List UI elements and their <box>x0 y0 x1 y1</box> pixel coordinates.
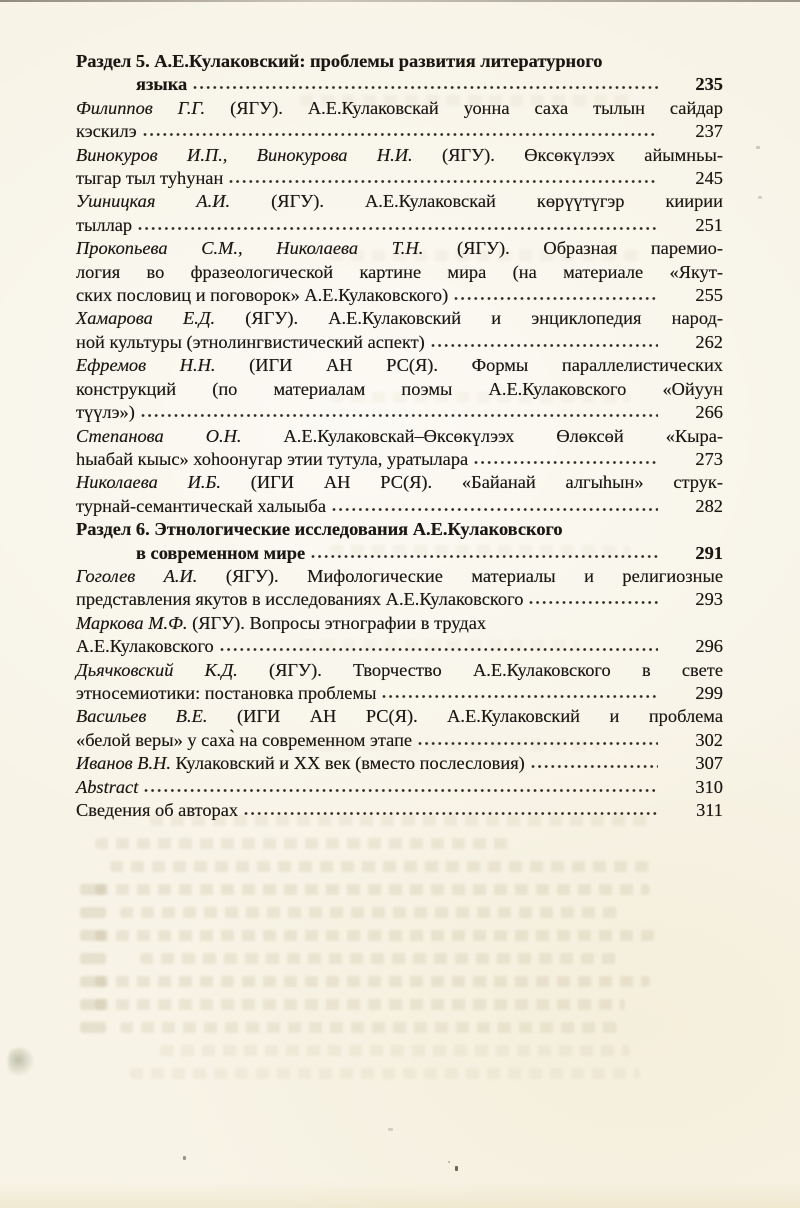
page-number: 282 <box>695 495 723 516</box>
dot-leader <box>311 552 658 559</box>
toc-line-text: һыабай кыыс» хоһоонугар этии тутула, уратылара <box>76 448 469 469</box>
bleedthrough-page-number <box>80 884 106 895</box>
toc-line-text: ной культуры (этнолингвистический аспект) <box>76 331 425 352</box>
paper-speck <box>448 1161 450 1163</box>
toc-line-text: конструкций (по материалам поэмы А.Е.Кулаковского «Ойуун <box>76 378 723 399</box>
page-number: 235 <box>695 74 723 95</box>
paper-smudge <box>8 1048 34 1078</box>
dot-leader <box>418 739 658 746</box>
page-number: 311 <box>696 800 723 820</box>
toc-line <box>76 144 723 167</box>
page-number: 293 <box>695 589 723 610</box>
author-name: Николаева И.Б. <box>76 472 221 493</box>
author-name: Филиппов Г.Г. <box>76 97 206 118</box>
toc-line <box>76 214 723 237</box>
toc-section-heading <box>76 518 723 541</box>
paper-speck <box>756 146 760 149</box>
toc-line-text: Сведения об авторах <box>76 800 239 820</box>
toc-line-text: «белой веры» у саха̀ на современном этапе <box>76 729 413 750</box>
table-of-contents <box>76 50 723 822</box>
page-number: 291 <box>695 542 723 563</box>
toc-line-text: в современном мире <box>136 542 306 563</box>
author-name: Иванов В.Н. <box>76 753 171 774</box>
toc-line <box>76 261 723 284</box>
toc-line-text: Иванов В.Н. Кулаковский и ХХ век (вместо послесловия) <box>76 753 525 774</box>
bleedthrough-line <box>95 930 655 941</box>
page-number: 296 <box>695 636 723 657</box>
toc-line <box>76 682 723 705</box>
toc-line <box>76 705 723 728</box>
toc-line-text: Николаева И.Б. (ИГИ АН РС(Я). «Байанай алгыһын» струк- <box>76 472 723 493</box>
author-name: Степанова О.Н. <box>76 425 242 446</box>
dot-leader <box>474 458 658 465</box>
dot-leader <box>229 177 658 184</box>
toc-line-text: Раздел 6. Этнологические исследования А.Е.Кулаковского <box>76 519 563 540</box>
dot-leader <box>382 692 658 699</box>
toc-line <box>76 401 723 424</box>
dot-leader <box>529 598 658 605</box>
toc-line <box>76 612 723 635</box>
paper-speck <box>758 196 762 199</box>
toc-line-text: турнай-семантическай халыыба <box>76 495 327 516</box>
toc-line-text: языка <box>136 74 188 95</box>
page-number: 245 <box>695 168 723 189</box>
dot-leader <box>138 224 658 231</box>
bleedthrough-line <box>120 907 620 918</box>
page-number: 302 <box>695 729 723 750</box>
page-number: 310 <box>695 776 723 797</box>
toc-section-heading <box>76 542 723 565</box>
author-name: Прокопьева С.М., Николаева Т.Н. <box>76 238 424 259</box>
toc-line <box>76 425 723 448</box>
author-name: Abstract <box>76 776 139 797</box>
toc-line <box>76 495 723 518</box>
toc-line-text: Раздел 5. А.Е.Кулаковский: проблемы развития литературного <box>76 51 603 71</box>
author-name: Маркова М.Ф. <box>76 612 188 633</box>
dot-leader <box>220 645 658 652</box>
author-name: Дьячковский К.Д. <box>76 659 238 680</box>
author-name: Васильев В.Е. <box>76 706 208 727</box>
toc-line <box>76 776 723 799</box>
page-number: 251 <box>695 214 723 235</box>
bleedthrough-page-number <box>80 930 106 941</box>
dot-leader <box>431 341 658 348</box>
bleedthrough-line <box>110 861 655 872</box>
toc-line-text: Ушницкая А.И. (ЯГУ). А.Е.Кулаковскай көрүүтүгэр киирии <box>76 191 723 212</box>
toc-line <box>76 448 723 471</box>
bleedthrough-page-number <box>80 953 106 964</box>
bleedthrough-page-number <box>80 1022 106 1033</box>
page-number: 273 <box>695 448 723 469</box>
dot-leader <box>454 294 658 301</box>
author-name: Ефремов Н.Н. <box>76 355 216 376</box>
toc-line-text: Филиппов Г.Г. (ЯГУ). А.Е.Кулаковскай уонна саха тылын сайдар <box>76 97 723 118</box>
toc-line-text: тыгар тыл туһунан <box>76 168 224 189</box>
page-number: 237 <box>695 121 723 142</box>
toc-line-text: представления якутов в исследованиях А.Е.Кулаковского <box>76 589 524 610</box>
bleedthrough-line <box>95 999 625 1010</box>
dot-leader <box>143 130 658 137</box>
toc-line <box>76 237 723 260</box>
bleedthrough-line <box>130 1068 640 1079</box>
toc-section-heading <box>76 73 723 96</box>
toc-line-text: Дьячковский К.Д. (ЯГУ). Творчество А.Е.Кулаковского в свете <box>76 659 723 680</box>
toc-line <box>76 167 723 190</box>
toc-line <box>76 471 723 494</box>
page-number: 307 <box>695 753 723 774</box>
dot-leader <box>193 83 658 90</box>
toc-line-text: логия во фразеологической картине мира (на материале «Якут- <box>76 261 723 282</box>
toc-line <box>76 378 723 401</box>
toc-line-text: Прокопьева С.М., Николаева Т.Н. (ЯГУ). Образная паремио- <box>76 238 723 259</box>
bleedthrough-line <box>120 1022 620 1033</box>
toc-line-text: Ефремов Н.Н. (ИГИ АН РС(Я). Формы параллелистических <box>76 355 723 376</box>
paper-speck <box>455 1166 458 1171</box>
toc-section-heading <box>76 50 723 73</box>
bleedthrough-page-number <box>80 976 106 987</box>
toc-line <box>76 588 723 611</box>
toc-line <box>76 635 723 658</box>
author-name: Винокуров И.П., Винокурова Н.И. <box>76 144 413 165</box>
toc-line-text: түүлэ») <box>76 402 135 423</box>
toc-line-text: А.Е.Кулаковского <box>76 636 214 657</box>
toc-line <box>76 659 723 682</box>
toc-line-text: Степанова О.Н. А.Е.Кулаковскай–Өксөкүлээх Өлөксөй «Кыра- <box>76 425 723 446</box>
toc-line-text: Винокуров И.П., Винокурова Н.И. (ЯГУ). Өксөкүлээх айымньы- <box>76 144 723 165</box>
page-number: 299 <box>695 682 723 703</box>
page-number: 262 <box>695 331 723 352</box>
toc-line <box>76 284 723 307</box>
paper-speck <box>183 1156 186 1160</box>
toc-line-text: тыллар <box>76 214 133 235</box>
toc-line <box>76 729 723 752</box>
toc-line-text: Гоголев А.И. (ЯГУ). Мифологические материалы и религиозные <box>76 565 723 586</box>
toc-line-text: этносемиотики: постановка проблемы <box>76 682 377 703</box>
page-number: 266 <box>695 402 723 423</box>
bleedthrough-line <box>95 976 650 987</box>
toc-line-text <box>76 776 138 799</box>
toc-line <box>76 97 723 120</box>
bleedthrough-line <box>95 884 650 895</box>
toc-line <box>76 799 723 822</box>
toc-line-text: Маркова М.Ф. (ЯГУ). Вопросы этнографии в трудах <box>76 612 487 633</box>
toc-line <box>76 120 723 143</box>
dot-leader <box>332 505 658 512</box>
bleedthrough-line <box>140 953 620 964</box>
bleedthrough-line <box>160 1045 630 1056</box>
bleedthrough-page-number <box>80 999 106 1010</box>
page-number: 255 <box>695 285 723 306</box>
paper-speck <box>388 1128 393 1131</box>
toc-line <box>76 307 723 330</box>
dot-leader <box>244 809 658 816</box>
toc-line-text: Васильев В.Е. (ИГИ АН РС(Я). А.Е.Кулаковский и проблема <box>76 706 723 727</box>
toc-line-text: ских пословиц и поговорок» А.Е.Кулаковского) <box>76 285 449 306</box>
toc-line <box>76 190 723 213</box>
toc-line <box>76 565 723 588</box>
author-name: Гоголев А.И. <box>76 565 198 586</box>
toc-line-text: Хамарова Е.Д. (ЯГУ). А.Е.Кулаковский и энциклопедия народ- <box>76 308 723 329</box>
author-name: Ушницкая А.И. <box>76 191 231 212</box>
bleedthrough-line <box>95 838 515 849</box>
dot-leader <box>141 411 658 418</box>
toc-line <box>76 354 723 377</box>
toc-line-text: кэскилэ <box>76 121 137 142</box>
dot-leader <box>531 762 658 769</box>
toc-line <box>76 331 723 354</box>
toc-line <box>76 752 723 775</box>
author-name: Хамарова Е.Д. <box>76 308 216 329</box>
bleedthrough-page-number <box>80 907 106 918</box>
dot-leader <box>144 786 658 793</box>
